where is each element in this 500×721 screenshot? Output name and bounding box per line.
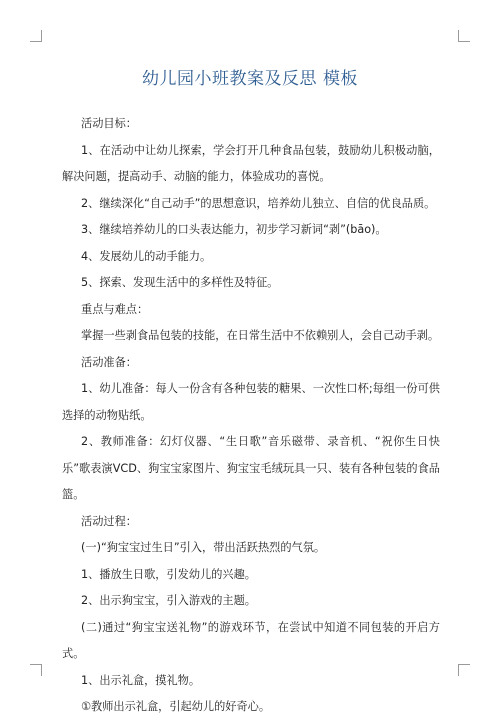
crop-mark-bottom-right — [458, 664, 470, 676]
paragraph: 1、在活动中让幼儿探索，学会打开几种食品包装，鼓励幼儿积极动脑，解决问题，提高动手、动脑的能力，体验成功的喜悦。 — [62, 143, 440, 183]
paragraph: 活动过程： — [81, 514, 137, 528]
paragraph: 1、出示礼盒，摸礼物。 — [81, 673, 201, 687]
crop-mark-top-right — [458, 30, 470, 42]
paragraph: 2、继续深化“自己动手”的思想意识，培养幼儿独立、自信的优良品质。 — [81, 196, 436, 210]
paragraph: 4、发展幼儿的动手能力。 — [81, 249, 212, 263]
paragraph: 活动准备： — [81, 355, 137, 369]
paragraph: ①教师出示礼盒，引起幼儿的好奇心。 — [81, 700, 271, 713]
paragraph: 掌握一些剥食品包装的技能，在日常生活中不依赖别人，会自己动手剥。 — [81, 329, 440, 342]
paragraph: 3、继续培养幼儿的口头表达能力，初步学习新词“剥”(bāo)。 — [81, 223, 387, 236]
paragraph: 1、播放生日歌，引发幼儿的兴趣。 — [81, 567, 256, 581]
paragraph: 2、教师准备：幻灯仪器、“生日歌”音乐磁带、录音机、“祝你生日快乐”歌表演VCD、狗宝宝家图片、狗宝宝毛绒玩具一只、装有各种包装的食品篮。 — [62, 435, 440, 501]
crop-mark-top-left — [30, 30, 42, 42]
document-body — [62, 111, 440, 721]
crop-mark-bottom-left — [30, 664, 42, 676]
paragraph: 重点与难点： — [81, 302, 149, 316]
paragraph: (一)“狗宝宝过生日”引入，带出活跃热烈的气氛。 — [81, 541, 326, 554]
paragraph: 2、出示狗宝宝，引入游戏的主题。 — [81, 594, 256, 607]
paragraph: 5、探索、发现生活中的多样性及特征。 — [81, 276, 279, 289]
paragraph: 活动目标： — [81, 117, 137, 130]
paragraph: (二)通过“狗宝宝送礼物”的游戏环节，在尝试中知道不同包装的开启方式。 — [62, 620, 440, 660]
document-title: 幼儿园小班教案及反思 模板 — [142, 69, 358, 89]
paragraph: 1、幼儿准备：每人一份含有各种包装的糖果、一次性口杯;每组一份可供选择的动物贴纸。 — [62, 382, 440, 422]
